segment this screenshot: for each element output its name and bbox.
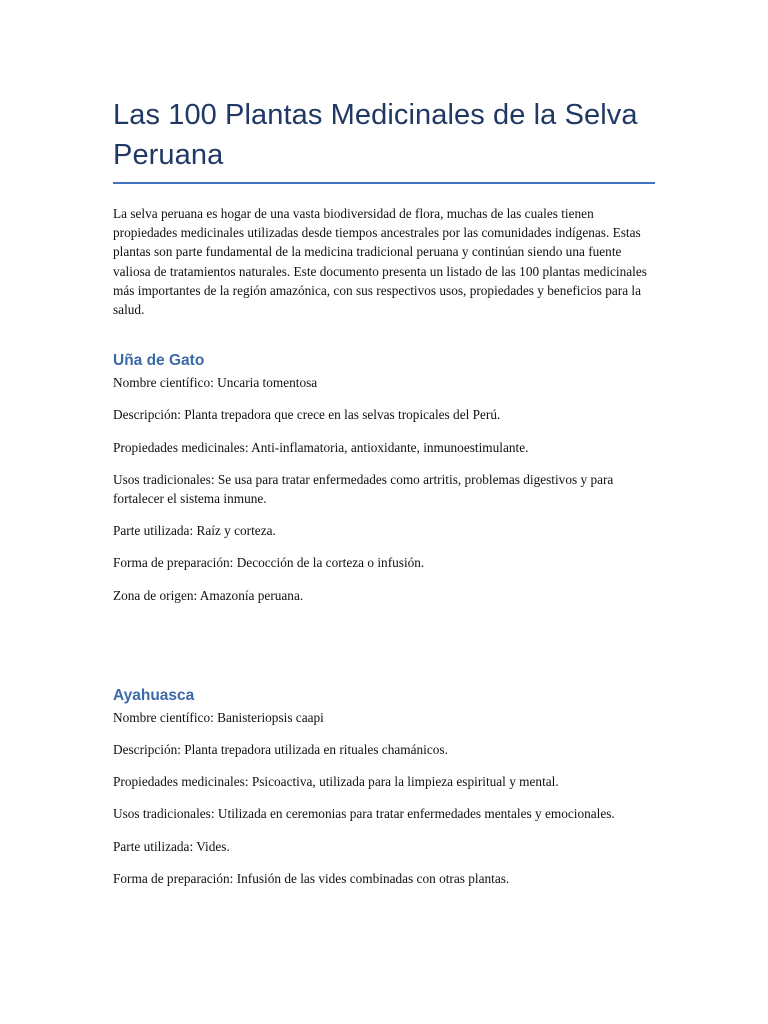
field-part-used <box>113 521 655 540</box>
field-label: Forma de preparación : <box>113 871 237 886</box>
field-preparation <box>113 553 655 572</box>
field-description <box>113 740 655 759</box>
field-value: Utilizada en ceremonias para tratar enfermedades mentales y emocionales. <box>217 806 615 822</box>
field-label: Nombre científico : <box>113 375 217 390</box>
field-traditional-uses <box>113 804 655 823</box>
field-label: Propiedades medicinales : <box>113 440 251 455</box>
field-value: Planta trepadora utilizada en rituales chamánicos. <box>184 742 448 758</box>
field-preparation <box>113 869 655 888</box>
field-description <box>113 405 655 424</box>
plant-heading: Ayahuasca <box>113 686 195 704</box>
field-medicinal-properties <box>113 772 655 791</box>
field-medicinal-properties <box>113 438 655 457</box>
field-value: Vides. <box>196 838 230 854</box>
field-label: Nombre científico : <box>113 710 217 725</box>
field-value: Decocción de la corteza o infusión. <box>236 555 425 571</box>
title-divider <box>113 182 655 184</box>
field-value: Raíz y corteza. <box>196 523 276 539</box>
field-origin <box>113 586 655 605</box>
field-value: Se usa para tratar enfermedades como artritis, problemas digestivos y para fortalecer el sistema inmune. <box>113 471 614 507</box>
field-scientific-name <box>113 708 655 727</box>
field-scientific-name <box>113 373 655 392</box>
field-traditional-uses <box>113 470 655 508</box>
field-part-used <box>113 837 655 856</box>
plant-section-ayahuasca <box>113 686 655 888</box>
field-label: Usos tradicionales : <box>113 806 218 821</box>
field-value: Banisteriopsis caapi <box>217 709 324 725</box>
field-value: Infusión de las vides combinadas con otras plantas. <box>236 870 510 886</box>
field-label: Zona de origen : <box>113 588 200 603</box>
intro-paragraph: La selva peruana es hogar de una vasta biodiversidad de flora, muchas de las cuales tienen propiedades medicinales utilizadas desde tiempos ancestrales por las comunidades indígenas. Estas plantas son parte fundamental de la medicina tradicional peruana y continúan siendo una fuente valiosa de tratamientos naturales. Este documento presenta un listado de las 100 plantas medicinales más importantes de la región amazónica, con sus respectivos usos, propiedades y beneficios para la salud. <box>113 206 647 318</box>
document-title: Las 100 Plantas Medicinales de la Selva Peruana <box>113 99 638 171</box>
field-label: Parte utilizada : <box>113 839 196 854</box>
document-page <box>113 0 655 888</box>
field-value: Amazonía peruana. <box>199 587 304 603</box>
field-value: Uncaria tomentosa <box>217 375 318 391</box>
field-value: Psicoactiva, utilizada para la limpieza espiritual y mental. <box>251 774 559 790</box>
field-label: Propiedades medicinales : <box>113 774 252 789</box>
field-label: Descripción : <box>113 407 184 422</box>
field-value: Planta trepadora que crece en las selvas tropicales del Perú. <box>184 407 501 423</box>
plant-heading: Uña de Gato <box>113 352 205 370</box>
field-label: Usos tradicionales : <box>113 472 218 487</box>
field-value: Anti-inflamatoria, antioxidante, inmunoestimulante. <box>251 439 529 455</box>
field-label: Forma de preparación : <box>113 555 237 570</box>
field-label: Descripción : <box>113 742 184 757</box>
field-label: Parte utilizada : <box>113 523 196 538</box>
plant-section-una-de-gato <box>113 351 655 605</box>
